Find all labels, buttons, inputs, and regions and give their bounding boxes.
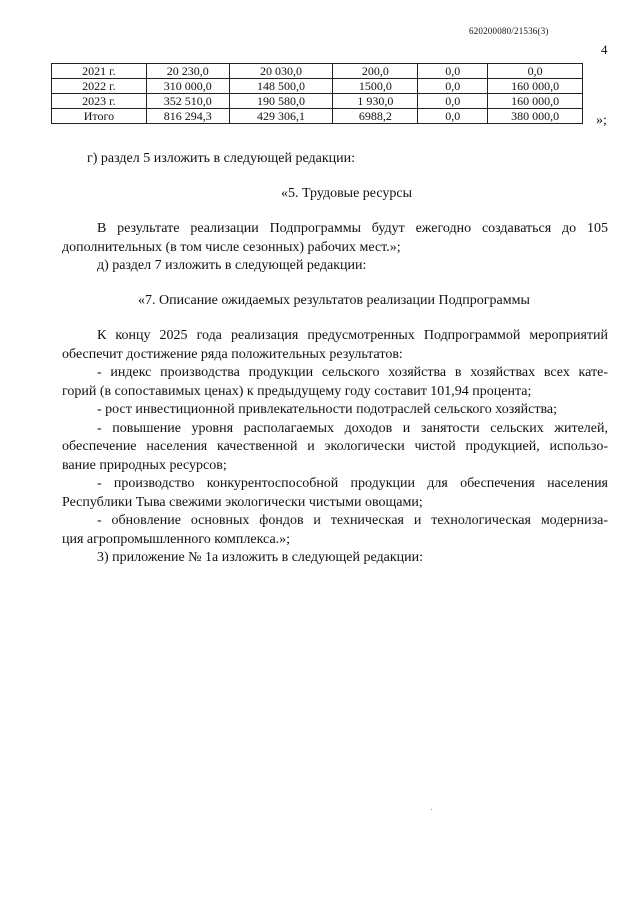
table-cell: 816 294,3 bbox=[146, 109, 229, 124]
table-row bbox=[52, 79, 583, 94]
table-cell: 148 500,0 bbox=[229, 79, 333, 94]
paragraph-line: дополнительных (в том числе сезонных) рабочих мест.»; bbox=[62, 240, 401, 255]
list-item: обеспечение населения качественной и экологически чистой продукцией, использо- bbox=[62, 439, 608, 454]
item-g-instruction: г) раздел 5 изложить в следующей редакции: bbox=[87, 151, 355, 166]
table-row-label: 2023 г. bbox=[52, 94, 147, 109]
table-row-label: 2022 г. bbox=[52, 79, 147, 94]
scan-speck bbox=[431, 809, 432, 810]
section-7-heading: «7. Описание ожидаемых результатов реализации Подпрограммы bbox=[138, 293, 530, 308]
paragraph-line: обеспечит достижение ряда положительных результатов: bbox=[62, 347, 403, 362]
table-cell: 1500,0 bbox=[333, 79, 418, 94]
table-cell: 310 000,0 bbox=[146, 79, 229, 94]
list-item: - рост инвестиционной привлекательности подотраслей сельского хозяйства; bbox=[97, 402, 558, 417]
table-row-label: Итого bbox=[52, 109, 147, 124]
budget-table bbox=[51, 63, 583, 124]
item-d-instruction: д) раздел 7 изложить в следующей редакции: bbox=[97, 258, 367, 273]
table-cell: 352 510,0 bbox=[146, 94, 229, 109]
table-cell: 380 000,0 bbox=[488, 109, 583, 124]
list-item: - индекс производства продукции сельского хозяйства в хозяйствах всех кате- bbox=[97, 365, 608, 380]
table-row-label: 2021 г. bbox=[52, 64, 147, 79]
table-cell: 0,0 bbox=[418, 64, 488, 79]
section-5-heading: «5. Трудовые ресурсы bbox=[281, 186, 413, 201]
document-id: 620200080/21536(3) bbox=[469, 26, 549, 36]
list-item: ция агропромышленного комплекса.»; bbox=[62, 532, 291, 547]
table-row bbox=[52, 64, 583, 79]
list-item: - повышение уровня располагаемых доходов и занятости сельских жителей, bbox=[97, 421, 608, 436]
list-item: - обновление основных фондов и техническая и технологическая модерниза- bbox=[97, 513, 608, 528]
table-closing-quote: »; bbox=[596, 113, 607, 128]
table-cell: 1 930,0 bbox=[333, 94, 418, 109]
page-number: 4 bbox=[601, 42, 608, 57]
paragraph-line: В результате реализации Подпрограммы будут ежегодно создаваться до 105 bbox=[97, 221, 608, 236]
table-cell: 0,0 bbox=[488, 64, 583, 79]
list-item: горий (в сопоставимых ценах) к предыдущему году составит 101,94 процента; bbox=[62, 384, 532, 399]
table-cell: 200,0 bbox=[333, 64, 418, 79]
list-item: Республики Тыва свежими экологически чистыми овощами; bbox=[62, 495, 423, 510]
table-cell: 190 580,0 bbox=[229, 94, 333, 109]
list-item: - производство конкурентоспособной продукции для обеспечения населения bbox=[97, 476, 608, 491]
table-row bbox=[52, 109, 583, 124]
paragraph-line: К концу 2025 года реализация предусмотренных Подпрограммой мероприятий bbox=[97, 328, 608, 343]
table-cell: 20 030,0 bbox=[229, 64, 333, 79]
table-cell: 160 000,0 bbox=[488, 79, 583, 94]
table-cell: 6988,2 bbox=[333, 109, 418, 124]
table-row bbox=[52, 94, 583, 109]
table-cell: 20 230,0 bbox=[146, 64, 229, 79]
item-3-instruction: 3) приложение № 1а изложить в следующей редакции: bbox=[97, 550, 424, 565]
table-cell: 0,0 bbox=[418, 79, 488, 94]
table-cell: 0,0 bbox=[418, 94, 488, 109]
table-cell: 160 000,0 bbox=[488, 94, 583, 109]
table-cell: 0,0 bbox=[418, 109, 488, 124]
table-cell: 429 306,1 bbox=[229, 109, 333, 124]
list-item: вание природных ресурсов; bbox=[62, 458, 227, 473]
